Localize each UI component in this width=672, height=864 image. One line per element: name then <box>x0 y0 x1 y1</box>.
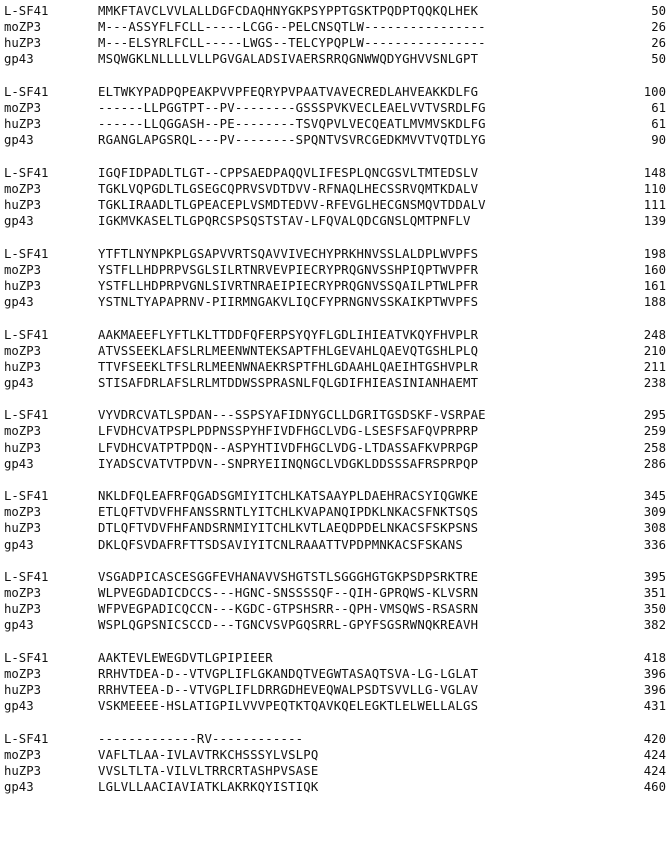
residue-count: 295 <box>643 408 666 423</box>
alignment-row <box>4 731 668 747</box>
alignment-row <box>4 456 668 472</box>
sequence-name: huZP3 <box>4 440 42 455</box>
residue-count: 211 <box>643 359 666 374</box>
sequence-residues: NKLDFQLEAFRFQGADSGMIYITCHLKATSAAYPLDAEHRACSYIQGWKE <box>98 489 479 504</box>
sequence-name: huZP3 <box>4 521 42 536</box>
alignment-block <box>4 731 668 795</box>
residue-count: 396 <box>643 683 666 698</box>
sequence-residues: LFVDHCVATPSPLPDPNSSPYHFIVDFHGCLVDG-LSESFSAFQVPRPRP <box>98 424 479 439</box>
sequence-name: moZP3 <box>4 505 42 520</box>
residue-count: 61 <box>651 100 666 115</box>
alignment-row <box>4 181 668 197</box>
residue-count: 50 <box>651 52 666 67</box>
sequence-name: L-SF41 <box>4 570 49 585</box>
alignment-row <box>4 51 668 67</box>
sequence-name: huZP3 <box>4 197 42 212</box>
alignment-row <box>4 165 668 181</box>
residue-count: 345 <box>643 489 666 504</box>
alignment-block <box>4 327 668 391</box>
sequence-name: L-SF41 <box>4 327 49 342</box>
residue-count: 100 <box>643 84 666 99</box>
residue-count: 396 <box>643 667 666 682</box>
sequence-residues: STISAFDRLAFSLRLMTDDWSSPRASNLFQLGDIFHIEASINIANHAEMT <box>98 375 479 390</box>
residue-count: 26 <box>651 20 666 35</box>
sequence-residues: WLPVEGDADICDCCS---HGNC-SNSSSSQF--QIH-GPRQWS-KLVSRN <box>98 586 479 601</box>
residue-count: 460 <box>643 780 666 795</box>
sequence-name: moZP3 <box>4 343 42 358</box>
residue-count: 431 <box>643 699 666 714</box>
sequence-residues: AAKMAEEFLYFTLKLTTDDFQFERPSYQYFLGDLIHIEATVKQYFHVPLR <box>98 327 479 342</box>
residue-count: 336 <box>643 537 666 552</box>
sequence-residues: MSQWGKLNLLLLVLLPGVGALADSIVAERSRRQGNWWQDYGHVVSNLGPT <box>98 52 479 67</box>
sequence-name: gp43 <box>4 537 34 552</box>
alignment-row <box>4 197 668 213</box>
alignment-row <box>4 327 668 343</box>
alignment-row <box>4 698 668 714</box>
sequence-residues: VYVDRCVATLSPDAN---SSPSYAFIDNYGCLLDGRITGSDSKF-VSRPAE <box>98 408 486 423</box>
sequence-residues: IYADSCVATVTPDVN--SNPRYEIINQNGCLVDGKLDDSSSAFRSPRPQP <box>98 456 479 471</box>
alignment-row <box>4 262 668 278</box>
residue-count: 110 <box>643 181 666 196</box>
residue-count: 50 <box>651 4 666 18</box>
sequence-name: L-SF41 <box>4 651 49 665</box>
sequence-residues: ETLQFTVDVFHFANSSRNTLYITCHLKVAPANQIPDKLNKACSFNKTSQS <box>98 505 479 520</box>
residue-count: 259 <box>643 424 666 439</box>
residue-count: 382 <box>643 618 666 633</box>
alignment-block <box>4 84 668 148</box>
residue-count: 139 <box>643 214 666 229</box>
residue-count: 309 <box>643 505 666 520</box>
sequence-residues: VSKMEEEE-HSLATIGPILVVVPEQTKTQAVKQELEGKTLELWELLALGS <box>98 699 479 714</box>
sequence-residues: VVSLTLTA-VILVLTRRCRTASHPVSASE <box>98 764 319 779</box>
sequence-residues: ------LLQGGASH--PE--------TSVQPVLVECQEATLMVMVSKDLFG <box>98 117 486 132</box>
alignment-row <box>4 407 668 423</box>
residue-count: 395 <box>643 570 666 585</box>
sequence-name: L-SF41 <box>4 408 49 423</box>
residue-count: 286 <box>643 456 666 471</box>
alignment-row <box>4 375 668 391</box>
alignment-row <box>4 747 668 763</box>
alignment-row <box>4 19 668 35</box>
sequence-residues: YSTFLLHDPRPVGNLSIVRTNRAEIPIECRYPRQGNVSSQAILPTWLPFR <box>98 278 479 293</box>
sequence-residues: IGQFIDPADLTLGT--CPPSAEDPAQQVLIFESPLQNCGSVLTMTEDSLV <box>98 165 479 180</box>
alignment-row <box>4 278 668 294</box>
alignment-row <box>4 132 668 148</box>
sequence-name: huZP3 <box>4 602 42 617</box>
residue-count: 350 <box>643 602 666 617</box>
sequence-name: gp43 <box>4 699 34 714</box>
sequence-name: moZP3 <box>4 667 42 682</box>
sequence-name: huZP3 <box>4 36 42 51</box>
sequence-name: L-SF41 <box>4 84 49 99</box>
residue-count: 420 <box>643 731 666 746</box>
sequence-name: moZP3 <box>4 262 42 277</box>
sequence-name: L-SF41 <box>4 165 49 180</box>
residue-count: 26 <box>651 36 666 51</box>
sequence-name: L-SF41 <box>4 246 49 261</box>
residue-count: 111 <box>643 197 666 212</box>
residue-count: 148 <box>643 165 666 180</box>
sequence-name: gp43 <box>4 456 34 471</box>
sequence-name: moZP3 <box>4 747 42 762</box>
sequence-residues: RGANGLAPGSRQL---PV--------SPQNTVSVRCGEDKMVVTVQTDLYG <box>98 133 486 148</box>
alignment-row <box>4 3 668 19</box>
sequence-name: moZP3 <box>4 424 42 439</box>
sequence-residues: TGKLIRAADLTLGPEACEPLVSMDTEDVV-RFEVGLHECGNSMQVTDDALV <box>98 197 486 212</box>
alignment-row <box>4 779 668 795</box>
sequence-name: huZP3 <box>4 764 42 779</box>
residue-count: 90 <box>651 133 666 148</box>
sequence-name: moZP3 <box>4 100 42 115</box>
sequence-residues: RRHVTDEA-D--VTVGPLIFLGKANDQTVEGWTASAQTSVA-LG-LGLAT <box>98 667 479 682</box>
alignment-row <box>4 343 668 359</box>
sequence-name: moZP3 <box>4 20 42 35</box>
alignment-row <box>4 504 668 520</box>
sequence-name: gp43 <box>4 294 34 309</box>
alignment-row <box>4 294 668 310</box>
alignment-row <box>4 650 668 666</box>
alignment-row <box>4 569 668 585</box>
sequence-name: huZP3 <box>4 683 42 698</box>
sequence-name: gp43 <box>4 375 34 390</box>
alignment-row <box>4 585 668 601</box>
alignment-row <box>4 359 668 375</box>
alignment-block <box>4 246 668 310</box>
alignment-row <box>4 100 668 116</box>
sequence-name: L-SF41 <box>4 489 49 504</box>
alignment-row <box>4 116 668 132</box>
alignment-row <box>4 520 668 536</box>
sequence-name: moZP3 <box>4 181 42 196</box>
sequence-residues: -------------RV------------ <box>98 731 304 746</box>
sequence-residues: DKLQFSVDAFRFTTSDSAVIYITCNLRAAATTVPDPMNKACSFSKANS <box>98 537 463 552</box>
sequence-residues: TTVFSEEKLTFSLRLMEENWNAEKRSPTFHLGDAAHLQAEIHTGSHVPLR <box>98 359 479 374</box>
alignment-row <box>4 35 668 51</box>
residue-count: 248 <box>643 327 666 342</box>
alignment-row <box>4 617 668 633</box>
sequence-residues: YSTFLLHDPRPVSGLSILRTNRVEVPIECRYPRQGNVSSHPIQPTWVPFR <box>98 262 479 277</box>
sequence-residues: VAFLTLAA-IVLAVTRKCHSSSYLVSLPQ <box>98 747 319 762</box>
residue-count: 188 <box>643 294 666 309</box>
sequence-name: gp43 <box>4 52 34 67</box>
alignment-row <box>4 423 668 439</box>
sequence-residues: DTLQFTVDVFHFANDSRNMIYITCHLKVTLAEQDPDELNKACSFSKPSNS <box>98 521 479 536</box>
alignment-block <box>4 3 668 67</box>
residue-count: 424 <box>643 747 666 762</box>
alignment-row <box>4 440 668 456</box>
sequence-residues: LFVDHCVATPTPDQN--ASPYHTIVDFHGCLVDG-LTDASSAFKVPRPGP <box>98 440 479 455</box>
alignment-row <box>4 601 668 617</box>
alignment-row <box>4 488 668 504</box>
sequence-residues: YSTNLTYAPAPRNV-PIIRMNGAKVLIQCFYPRNGNVSSKAIKPTWVPFS <box>98 294 479 309</box>
sequence-name: L-SF41 <box>4 4 49 18</box>
sequence-residues: TGKLVQPGDLTLGSEGCQPRVSVDTDVV-RFNAQLHECSSRVQMTKDALV <box>98 181 479 196</box>
sequence-residues: MMKFTAVCLVVLALLDGFCDAQHNYGKPSYPPTGSKTPQDPTQQKQLHEK <box>98 4 479 18</box>
residue-count: 61 <box>651 117 666 132</box>
sequence-residues: M---ASSYFLFCLL-----LCGG--PELCNSQTLW---------------- <box>98 20 486 35</box>
sequence-residues: WSPLQGPSNICSCCD---TGNCVSVPGQSRRL-GPYFSGSRWNQKREAVH <box>98 618 479 633</box>
alignment-row <box>4 213 668 229</box>
sequence-residues: VSGADPICASCESGGFEVHANAVVSHGTSTLSGGGHGTGKPSDPSRKTRE <box>98 570 479 585</box>
alignment-block <box>4 650 668 714</box>
alignment-row <box>4 666 668 682</box>
sequence-name: L-SF41 <box>4 731 49 746</box>
sequence-residues: M---ELSYRLFCLL-----LWGS--TELCYPQPLW---------------- <box>98 36 486 51</box>
sequence-name: moZP3 <box>4 586 42 601</box>
sequence-residues: IGKMVKASELTLGPQRCSPSQSTSTAV-LFQVALQDCGNSLQMTPNFLV <box>98 214 471 229</box>
sequence-name: gp43 <box>4 214 34 229</box>
sequence-name: gp43 <box>4 780 34 795</box>
sequence-residues: RRHVTEEA-D--VTVGPLIFLDRRGDHEVEQWALPSDTSVVLLG-VGLAV <box>98 683 479 698</box>
sequence-residues: AAKTEVLEWEGDVTLGPIPIEER <box>98 651 273 665</box>
alignment-row <box>4 763 668 779</box>
residue-count: 424 <box>643 764 666 779</box>
alignment-block <box>4 488 668 552</box>
residue-count: 198 <box>643 246 666 261</box>
residue-count: 351 <box>643 586 666 601</box>
sequence-name: huZP3 <box>4 117 42 132</box>
residue-count: 238 <box>643 375 666 390</box>
residue-count: 160 <box>643 262 666 277</box>
residue-count: 210 <box>643 343 666 358</box>
residue-count: 161 <box>643 278 666 293</box>
alignment-block <box>4 165 668 229</box>
alignment-row <box>4 84 668 100</box>
sequence-name: huZP3 <box>4 359 42 374</box>
sequence-residues: YTFTLNYNPKPLGSAPVVRTSQAVVIVECHYPRKHNVSSLALDPLWVPFS <box>98 246 479 261</box>
residue-count: 258 <box>643 440 666 455</box>
sequence-residues: ELTWKYPADPQPEAKPVVPFEQRYPVPAATVAVECREDLAHVEAKKDLFG <box>98 84 479 99</box>
alignment-block <box>4 407 668 471</box>
sequence-name: gp43 <box>4 133 34 148</box>
alignment-row <box>4 246 668 262</box>
sequence-residues: ------LLPGGTPT--PV--------GSSSPVKVECLEAELVVTVSRDLFG <box>98 100 486 115</box>
sequence-name: gp43 <box>4 618 34 633</box>
residue-count: 418 <box>643 651 666 665</box>
sequence-residues: WFPVEGPADICQCCN---KGDC-GTPSHSRR--QPH-VMSQWS-RSASRN <box>98 602 479 617</box>
sequence-name: huZP3 <box>4 278 42 293</box>
alignment-block <box>4 569 668 633</box>
sequence-residues: LGLVLLAACIAVIATKLAKRKQYISTIQK <box>98 780 319 795</box>
sequence-alignment <box>4 3 668 812</box>
residue-count: 308 <box>643 521 666 536</box>
alignment-row <box>4 682 668 698</box>
alignment-row <box>4 537 668 553</box>
sequence-residues: ATVSSEEKLAFSLRLMEENWNTEKSAPTFHLGEVAHLQAEVQTGSHLPLQ <box>98 343 479 358</box>
